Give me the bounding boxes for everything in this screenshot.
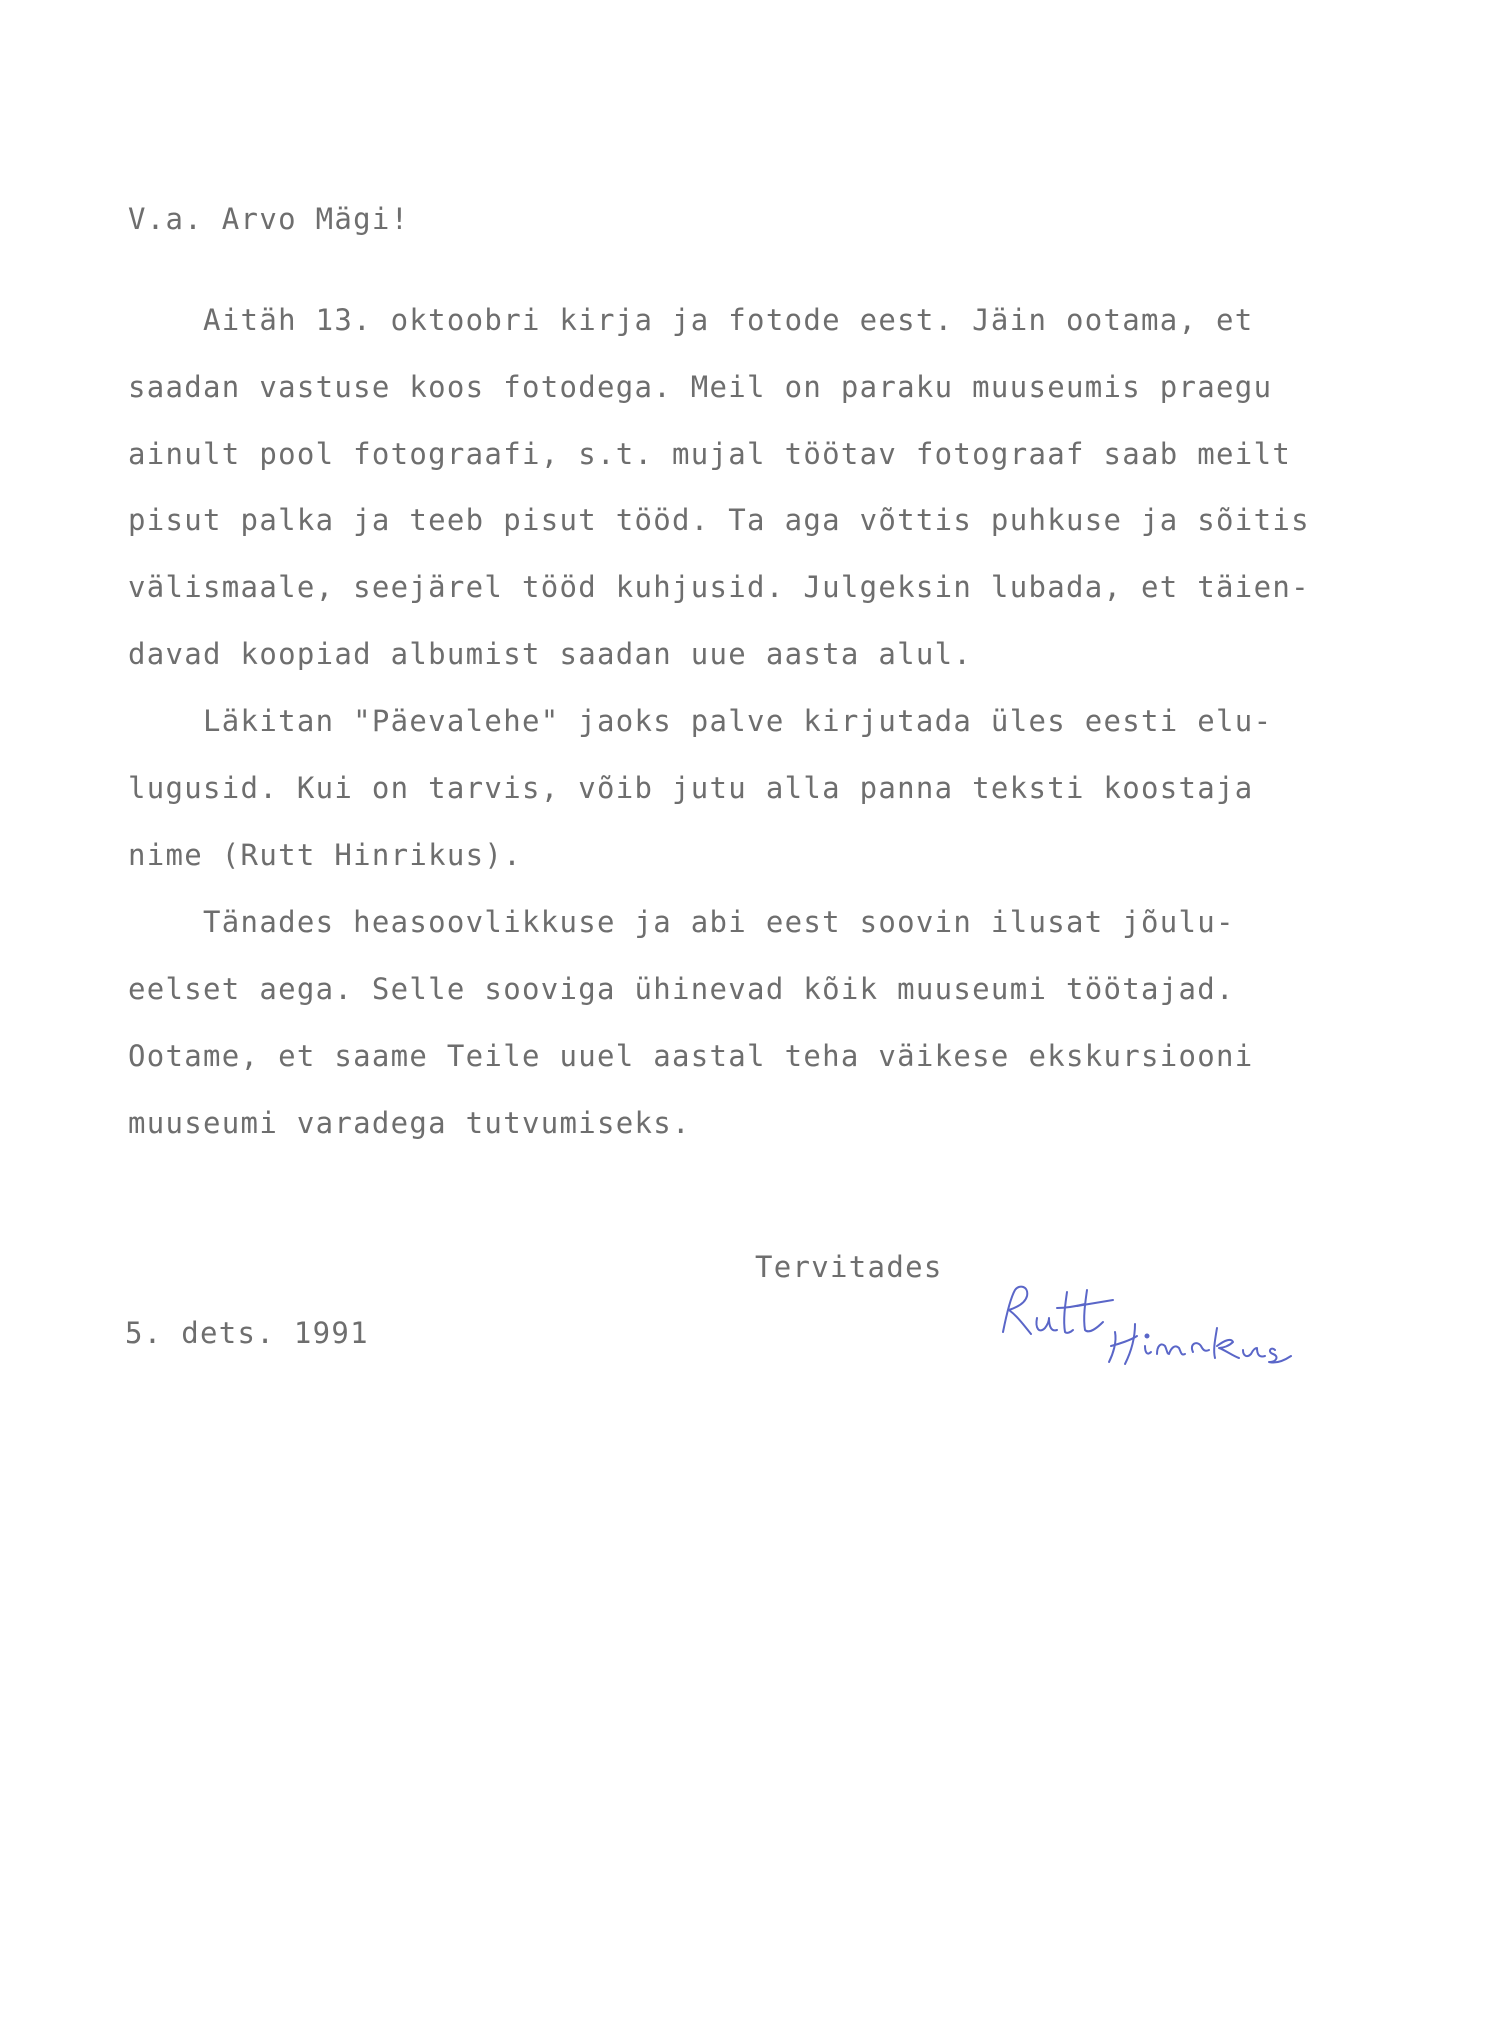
body-line: Tänades heasoovlikkuse ja abi eest soovin ilusat jõulu- (128, 905, 1235, 939)
body-line: Ootame, et saame Teile uuel aastal teha väikese ekskursiooni (128, 1039, 1254, 1073)
salutation: V.a. Arvo Mägi! (128, 202, 410, 236)
body-line: Aitäh 13. oktoobri kirja ja fotode eest. Jäin ootama, et (128, 303, 1254, 337)
body-line: davad koopiad albumist saadan uue aasta alul. (128, 637, 973, 671)
body-line: eelset aega. Selle sooviga ühinevad kõik muuseumi töötajad. (128, 972, 1235, 1006)
body-line: saadan vastuse koos fotodega. Meil on paraku muuseumis praegu (128, 370, 1273, 404)
body-line: muuseumi varadega tutvumiseks. (128, 1106, 691, 1140)
closing: Tervitades (755, 1250, 943, 1284)
letter-date: 5. dets. 1991 (125, 1316, 369, 1350)
body-line: pisut palka ja teeb pisut tööd. Ta aga võttis puhkuse ja sõitis (128, 503, 1310, 537)
handwritten-signature (985, 1262, 1335, 1372)
body-line: ainult pool fotograafi, s.t. mujal töötav fotograaf saab meilt (128, 437, 1292, 471)
body-line: Läkitan "Päevalehe" jaoks palve kirjutada üles eesti elu- (128, 704, 1273, 738)
body-line: lugusid. Kui on tarvis, võib jutu alla panna teksti koostaja (128, 771, 1254, 805)
body-line: välismaale, seejärel tööd kuhjusid. Julgeksin lubada, et täien- (128, 570, 1310, 604)
body-line: nime (Rutt Hinrikus). (128, 838, 522, 872)
